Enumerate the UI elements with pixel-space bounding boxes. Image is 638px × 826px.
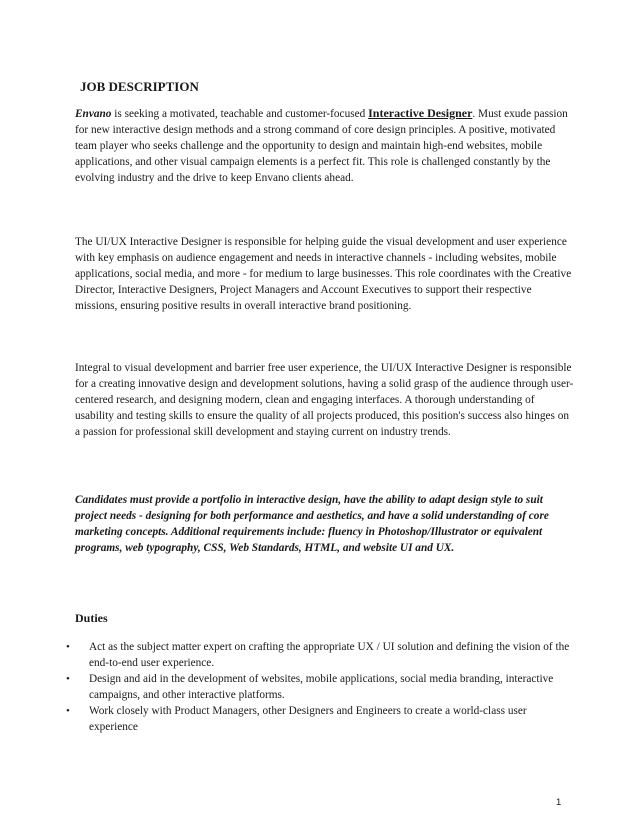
role-title: Interactive Designer — [368, 106, 473, 120]
bullet-icon: • — [66, 672, 70, 685]
duty-text: Work closely with Product Managers, other Designers and Engineers to create a world-class user experience — [89, 704, 527, 733]
duties-heading: Duties — [75, 611, 108, 625]
page-heading: JOB DESCRIPTION — [80, 79, 199, 94]
responsibility-paragraph: The UI/UX Interactive Designer is responsible for helping guide the visual development and user experience with key emphasis on audience engagement and needs in interactive channels - including websites, mobile applications, social media, and more - for medium to large businesses. This role coordinates with the Creative Director, Interactive Designers, Project Managers and Account Executives to support their respective missions, ensuring positive results in overall interactive brand positioning. — [75, 236, 572, 312]
list-item — [66, 672, 576, 704]
integral-paragraph: Integral to visual development and barrier free user experience, the UI/UX Interactive Designer is responsible for a creating innovative design and development solutions, having a solid grasp of the audience through user-centered research, and designing modern, clean and engaging interfaces. A thorough understanding of usability and testing skills to ensure the quality of all projects produced, this position's success also hinges on a passion for professional skill development and staying current on industry trends. — [75, 362, 574, 438]
candidate-requirements-paragraph: Candidates must provide a portfolio in interactive design, have the ability to adapt design style to suit project needs - designing for both performance and aesthetics, and have a solid understanding of core marketing concepts. Additional requirements include: fluency in Photoshop/Illustrator or equivalent programs, web typography, CSS, Web Standards, HTML, and website UI and UX. — [75, 494, 549, 554]
intro-paragraph — [75, 106, 575, 187]
list-item — [66, 704, 576, 736]
duty-text: Act as the subject matter expert on crafting the appropriate UX / UI solution and defining the vision of the end-to-end user experience. — [89, 641, 570, 669]
list-item — [66, 640, 576, 672]
company-name: Envano — [75, 108, 112, 120]
duty-text: Design and aid in the development of websites, mobile applications, social media branding, interactive campaigns, and other interactive platforms. — [89, 672, 554, 701]
page-number: 1 — [556, 797, 562, 808]
intro-text-a: is seeking a motivated, teachable and customer-focused — [111, 108, 369, 120]
intro-text-b: . Must exude passion for new interactive design methods and a strong command of core design principles. A positive, motivated team player who seeks challenge and the opportunity to design and maintain high-end websites, mobile applications, and other visual campaign elements is a perfect fit. This role is challenged constantly by the evolving industry and the drive to keep Envano clients ahead. — [75, 108, 568, 184]
bullet-icon: • — [66, 641, 70, 653]
bullet-icon: • — [66, 704, 70, 717]
duties-list — [66, 640, 576, 735]
